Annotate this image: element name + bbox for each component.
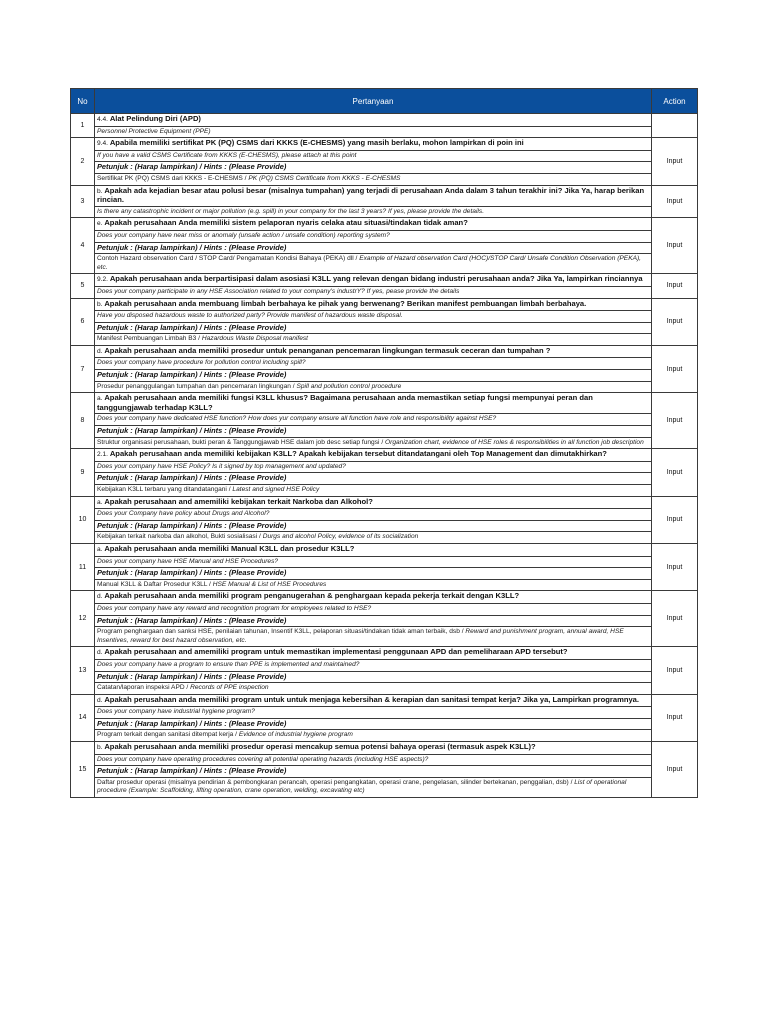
attachment-description [95, 254, 651, 273]
row-number: 11 [71, 543, 95, 590]
action-input[interactable]: Input [652, 647, 698, 694]
question-text-en: Does your company have near miss or anomaly (unsafe action / unsafe condition) reporting system? [95, 231, 651, 243]
row-number: 12 [71, 591, 95, 647]
question-text-en: Does your company have HSE Manual and HSE Procedures? [95, 557, 651, 569]
attachment-description [95, 438, 651, 449]
table-row [71, 591, 698, 647]
question-text-id: Apakah perusahaan anda memiliki kebijakan K3LL? Apakah kebijakan tersebut ditandatangani oleh Top Management dan dimutakhirkan? [109, 449, 607, 459]
question-text-en: Does your company participate in any HSE Association related to your company's industrY? If yes, pease provide the details [97, 287, 460, 295]
question-cell [95, 543, 652, 590]
table-row [71, 742, 698, 798]
action-input[interactable]: Input [652, 742, 698, 798]
attachment-text-id: Kebijakan terkait narkoba dan alkohol, Bukti sosialisasi / [97, 533, 261, 541]
row-number: 15 [71, 742, 95, 798]
question-cell [95, 393, 652, 449]
row-number: 2 [71, 138, 95, 185]
question-text-id: Alat Pelindung Diri (APD) [109, 114, 201, 123]
question-cell [95, 591, 652, 647]
question-text-en: Does your company have operating procedures covering all potential operating hazards (including HSE aspects)? [95, 755, 651, 767]
question-number: e. [97, 220, 103, 228]
attachment-text-en: Reward and punishment program, annual award, HSE Insentives, reward for best hazard observation, etc. [97, 628, 624, 644]
attachment-text-id: Contoh Hazard observation Card / STOP Card/ Pengamatan Kondisi Bahaya (PEKA) dll / [97, 255, 358, 263]
row-number: 3 [71, 185, 95, 218]
question-title [95, 449, 651, 462]
question-title [95, 393, 651, 414]
attachment-description [95, 627, 651, 646]
action-input[interactable]: Input [652, 138, 698, 185]
question-title [95, 497, 651, 510]
question-text-en: Does your company have procedure for pollution control including spill? [95, 358, 651, 370]
question-title [95, 299, 651, 312]
attachment-text-id: Manifest Pembuangan Limbah B3 / [97, 335, 200, 343]
question-cell [95, 647, 652, 694]
question-number: d. [97, 347, 103, 355]
question-number: 9.4. [97, 140, 108, 148]
questionnaire-table [70, 88, 698, 798]
question-title [95, 695, 651, 708]
attachment-text-en: PK (PQ) CSMS Certificate from KKKS - E-CHESMS [248, 174, 401, 182]
question-title [95, 647, 651, 660]
question-text-id: Apakah perusahaan and amemiliki program untuk memastikan implementasi penggunaan APD dan pemeliharaan APD tersebut? [104, 647, 568, 657]
question-title [95, 114, 651, 127]
hint-text: Petunjuk : (Harap lampirkan) / Hints : (Please Provide) [95, 521, 651, 533]
question-number: d. [97, 593, 103, 601]
row-number: 1 [71, 114, 95, 138]
question-title [95, 218, 651, 231]
action-input[interactable]: Input [652, 218, 698, 274]
question-number: a. [97, 545, 103, 553]
question-text-en: Does your company have HSE Policy? Is it signed by top management and updated? [95, 462, 651, 474]
attachment-text-id: Sertifikat PK (PQ) CSMS dari KKKS - E-CHESMS / [97, 174, 247, 182]
table-row [71, 218, 698, 274]
question-text-id: Apabila memiliki sertifikat PK (PQ) CSMS dari KKKS (E-CHESMS) yang masih berlaku, mohon lampirkan di poin ini [109, 138, 524, 148]
row-number: 13 [71, 647, 95, 694]
attachment-text-en: Durgs and alcohol Policy, evidence of its socialization [262, 533, 419, 541]
question-text-en: Is there any catastrophic incident or major pollution (e.g. spill) in your company for the last 3 years? If yes, please provide the details. [97, 207, 485, 215]
question-number: 2.1. [97, 451, 108, 459]
question-cell [95, 345, 652, 392]
attachment-text-id: Manual K3LL & Daftar Prosedur K3LL / [97, 580, 211, 588]
attachment-text-en: Example of Hazard observation Card (HOC)/STOP Card/ Unsafe Condition Observation (PEKA), etc. [97, 255, 642, 271]
attachment-text-id: Program terkait dengan sanitasi ditempat kerja / [97, 731, 238, 739]
table-row [71, 274, 698, 298]
question-text-id: Apakah perusahaan anda memiliki Manual K3LL dan prosedur K3LL? [104, 543, 355, 553]
question-cell [95, 496, 652, 543]
question-title [95, 591, 651, 604]
question-text-id: Apakah perusahaan anda memiliki fungsi K3LL khusus? Bagaimana perusahaan anda memastikan setiap fungsi mempunyai peran dan tanggungjawab terhadap K3LL? [97, 393, 593, 412]
question-text-en: Does your company have industrial hygiene program? [95, 707, 651, 719]
question-cell [95, 114, 652, 138]
question-text-id: Apakah perusahaan and amemiliki kebijakan terkait Narkoba dan Alkohol? [104, 496, 373, 506]
question-cell [95, 742, 652, 798]
attachment-text-en: Latest and signed HSE Policy [232, 486, 320, 493]
action-input[interactable]: Input [652, 543, 698, 590]
attachment-description [95, 382, 651, 393]
attachment-text-en: Hazardous Waste Disposal manifest [201, 335, 309, 343]
question-cell [95, 185, 652, 218]
question-title [95, 186, 651, 207]
question-text-en: Have you disposed hazardous waste to authorized party? Provide manifest of hazardous waste disposal. [95, 311, 651, 323]
row-number: 8 [71, 393, 95, 449]
table-row [71, 393, 698, 449]
question-text-en: If you have a valid CSMS Certificate from KKKS (E-CHESMS), please attach at this point [95, 151, 651, 163]
attachment-text-en: Records of PPE inspection [190, 684, 269, 692]
question-text-id: Apakah perusahaan anda memiliki program penganugerahan & penghargaan kepada pekerja terkait dengan K3LL? [104, 591, 520, 601]
attachment-text-id: Daftar prosedur operasi (misalnya pendirian & pembongkaran perancah, operasi pengangkatan, operasi crane, pengelasan, silinder bertekanan, penggalian, dsb) / [97, 778, 573, 786]
attachment-text-id: Program penghargaan dan sanksi HSE, penilaian tahunan, Insentif K3LL, pelaporan situasi/tindakan tidak aman terbaik, dsb / [97, 628, 464, 636]
attachment-text-en: Spill and pollution control procedure [296, 382, 402, 390]
question-number: b. [97, 300, 103, 308]
attachment-description [95, 778, 651, 797]
question-title [95, 346, 651, 359]
question-cell [95, 694, 652, 741]
question-text-id: Apakah perusahaan anda berpartisipasi dalam asosiasi K3LL yang relevan dengan bidang industri perusahaan anda? Jika Ya, lampirkan rinciannya [109, 274, 643, 284]
attachment-text-en: Organization chart, evidence of HSE roles & responsibilities in all function job description [385, 438, 644, 446]
action-input[interactable] [652, 114, 698, 138]
hint-text: Petunjuk : (Harap lampirkan) / Hints : (Please Provide) [95, 568, 651, 580]
table-row [71, 185, 698, 218]
table-row [71, 345, 698, 392]
hint-text: Petunjuk : (Harap lampirkan) / Hints : (Please Provide) [95, 672, 651, 684]
table-row [71, 496, 698, 543]
question-text-en: Does your Company have policy about Drugs and Alcohol? [95, 509, 651, 521]
row-number: 4 [71, 218, 95, 274]
hint-text: Petunjuk : (Harap lampirkan) / Hints : (Please Provide) [95, 473, 651, 485]
attachment-description [95, 730, 651, 741]
table-row [71, 543, 698, 590]
table-row [71, 449, 698, 496]
hint-text: Petunjuk : (Harap lampirkan) / Hints : (Please Provide) [95, 323, 651, 335]
hint-text: Petunjuk : (Harap lampirkan) / Hints : (Please Provide) [95, 719, 651, 731]
attachment-description [95, 485, 651, 496]
header-action: Action [652, 89, 698, 114]
action-input[interactable]: Input [652, 694, 698, 741]
question-text-en: Does your company have a program to ensure than PPE is implemented and maintained? [95, 660, 651, 672]
attachment-text-en: HSE Manual & List of HSE Procedures [212, 580, 327, 588]
question-cell [95, 138, 652, 185]
question-number: 4.4. [97, 116, 108, 123]
attachment-description [95, 174, 651, 185]
header-row [71, 89, 698, 114]
question-title [95, 544, 651, 557]
question-number: 9.2. [97, 276, 108, 284]
row-number: 5 [71, 274, 95, 298]
question-text-en: Personnel Protective Equipment (PPE) [97, 127, 211, 135]
attachment-text-en: List of operational procedure (Example: Scaffolding, lifting operation, crane operation, welding, excavating etc) [97, 778, 627, 795]
table-row [71, 138, 698, 185]
question-number: d. [97, 649, 103, 657]
attachment-text-id: Catatan/laporan inspeksi APD / [97, 684, 189, 692]
question-text-id: Apakah perusahaan anda memiliki prosedur operasi mencakup semua potensi bahaya operasi (termasuk aspek K3LL)? [104, 742, 536, 752]
question-title [95, 274, 651, 287]
question-cell [95, 449, 652, 496]
header-no: No [71, 89, 95, 114]
attachment-text-en: Evidence of industrial hygiene program [238, 731, 353, 739]
row-number: 9 [71, 449, 95, 496]
action-input[interactable]: Input [652, 496, 698, 543]
action-input[interactable]: Input [652, 345, 698, 392]
question-text-id: Apakah perusahaan anda membuang limbah berbahaya ke pihak yang berwenang? Berikan manifest pembuangan limbah berbahaya. [104, 298, 587, 308]
question-text-id: Apakah perusahaan Anda memiliki sistem pelaporan nyaris celaka atau situasi/tindakan tidak aman? [104, 218, 468, 228]
hint-text: Petunjuk : (Harap lampirkan) / Hints : (Please Provide) [95, 243, 651, 255]
action-input[interactable]: Input [652, 393, 698, 449]
question-number: d. [97, 696, 103, 704]
attachment-text-id: Struktur organisasi perusahaan, bukti peran & Tanggungjawab HSE dalam job desc setiap fungsi / [97, 438, 384, 446]
table-row [71, 114, 698, 138]
question-text-id: Apakah perusahaan anda memiliki program untuk untuk menjaga kebersihan & kerapian dan sanitasi tempat kerja? Jika ya, Lampirkan programnya. [104, 694, 640, 704]
question-text-en: Does your company have any reward and recognition program for employees related to HSE? [95, 604, 651, 616]
question-cell [95, 274, 652, 298]
hint-text: Petunjuk : (Harap lampirkan) / Hints : (Please Provide) [95, 616, 651, 628]
question-text-id: Apakah ada kejadian besar atau polusi besar (misalnya tumpahan) yang terjadi di perusahaan Anda dalam 3 tahun terakhir ini? Jika Ya, harap berikan rincian. [97, 185, 645, 205]
question-text-en: Does your company have dedicated HSE function? How does yur company ensure all function have role and responsibility against HSE? [95, 414, 651, 426]
table-row [71, 694, 698, 741]
action-input[interactable]: Input [652, 449, 698, 496]
action-input[interactable]: Input [652, 274, 698, 298]
table-row [71, 647, 698, 694]
question-text-id: Apakah perusahaan anda memiliki prosedur untuk penanganan pencemaran lingkungan termasuk ceceran dan tumpahan ? [104, 345, 551, 355]
row-number: 14 [71, 694, 95, 741]
hint-text: Petunjuk : (Harap lampirkan) / Hints : (Please Provide) [95, 162, 651, 174]
question-cell [95, 218, 652, 274]
question-number: a. [97, 395, 103, 403]
table-row [71, 298, 698, 345]
question-number: a. [97, 498, 103, 506]
attachment-text-id: Kebijakan K3LL terbaru yang ditandatangani / [97, 486, 231, 493]
hint-text: Petunjuk : (Harap lampirkan) / Hints : (Please Provide) [95, 766, 651, 778]
action-input[interactable]: Input [652, 298, 698, 345]
row-number: 7 [71, 345, 95, 392]
question-title [95, 742, 651, 755]
question-number: b. [97, 187, 103, 195]
action-input[interactable]: Input [652, 185, 698, 218]
question-title [95, 138, 651, 151]
action-input[interactable]: Input [652, 591, 698, 647]
row-number: 6 [71, 298, 95, 345]
attachment-description [95, 580, 651, 591]
attachment-text-id: Prosedur penanggulangan tumpahan dan pencemaran lingkungan / [97, 382, 295, 390]
attachment-description [95, 683, 651, 694]
attachment-description [95, 532, 651, 543]
question-cell [95, 298, 652, 345]
question-number: b. [97, 744, 103, 752]
row-number: 10 [71, 496, 95, 543]
hint-text: Petunjuk : (Harap lampirkan) / Hints : (Please Provide) [95, 370, 651, 382]
attachment-description [95, 334, 651, 345]
header-question: Pertanyaan [95, 89, 652, 114]
hint-text: Petunjuk : (Harap lampirkan) / Hints : (Please Provide) [95, 426, 651, 438]
